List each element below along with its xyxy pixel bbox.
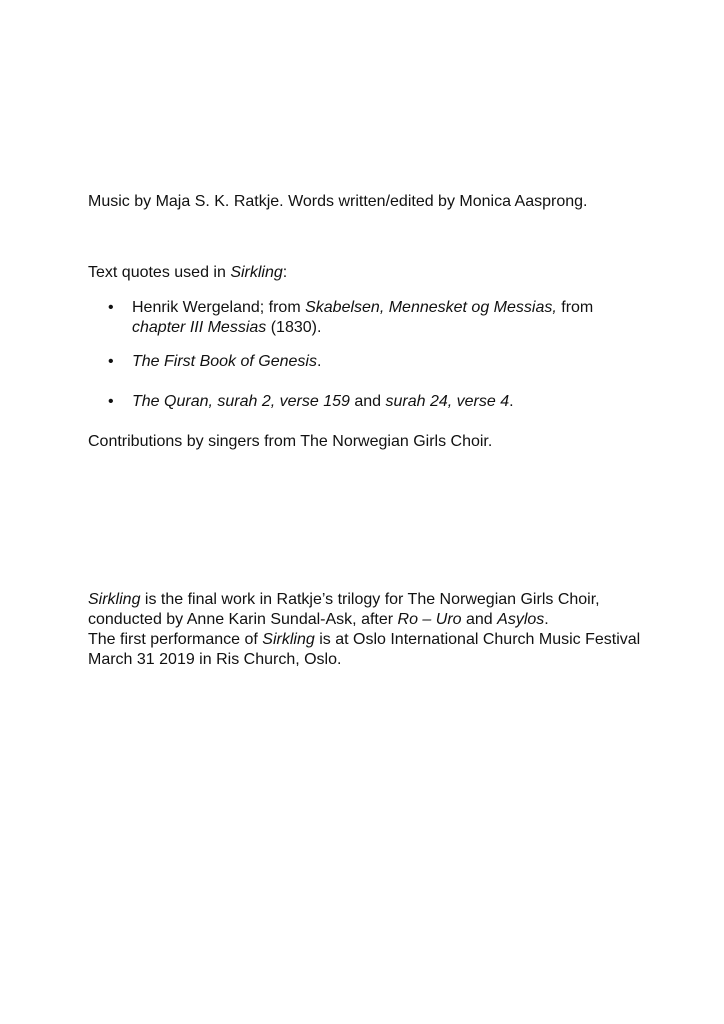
quotes-intro <box>88 263 648 283</box>
bullet-icon: • <box>108 299 114 316</box>
bullet-icon: • <box>108 353 114 370</box>
quote-list <box>88 298 648 412</box>
bullet-icon: • <box>108 393 114 410</box>
quote-source: The First Book of Genesis <box>132 353 317 370</box>
work-title: Ro – Uro <box>397 611 462 628</box>
paragraph-text: is the final work in Ratkje’s trilogy for The Norwegian Girls Choir, conducted by Anne Karin Sundal-Ask, after <box>88 591 600 628</box>
paragraph-text: . <box>544 611 549 628</box>
quote-text: (1830). <box>266 319 322 336</box>
paragraph-text: and <box>461 611 498 628</box>
quote-source: chapter III Messias <box>132 319 267 336</box>
quotes-intro-suffix: : <box>282 264 288 281</box>
work-title: Asylos <box>497 611 545 628</box>
premiere-sentence <box>88 630 648 670</box>
quote-text: and <box>349 393 386 410</box>
contributions-line: Contributions by singers from The Norwegian Girls Choir. <box>88 433 493 450</box>
list-item <box>88 392 648 412</box>
quote-text: . <box>509 393 514 410</box>
quote-source: Skabelsen, Mennesket og Messias, <box>305 299 557 316</box>
list-item <box>88 298 648 338</box>
trilogy-sentence <box>88 590 648 630</box>
work-title: Sirkling <box>262 631 315 648</box>
quote-text: . <box>316 353 322 370</box>
quote-source: The Quran, surah 2, verse 159 <box>132 393 350 410</box>
list-item <box>88 352 648 372</box>
credits-line: Music by Maja S. K. Ratkje. Words written/edited by Monica Aasprong. <box>88 193 588 210</box>
quote-text: from <box>556 299 594 316</box>
quote-source: surah 24, verse 4 <box>385 393 510 410</box>
quotes-intro-prefix: Text quotes used in <box>88 264 231 281</box>
paragraph-text: The first performance of <box>88 631 263 648</box>
work-title: Sirkling <box>230 264 283 281</box>
trilogy-paragraph <box>88 590 648 670</box>
work-title: Sirkling <box>88 591 141 608</box>
quote-text: Henrik Wergeland; from <box>132 299 306 316</box>
paragraph-text: is at Oslo International Church Music Festival March 31 2019 in Ris Church, Oslo. <box>88 631 641 668</box>
